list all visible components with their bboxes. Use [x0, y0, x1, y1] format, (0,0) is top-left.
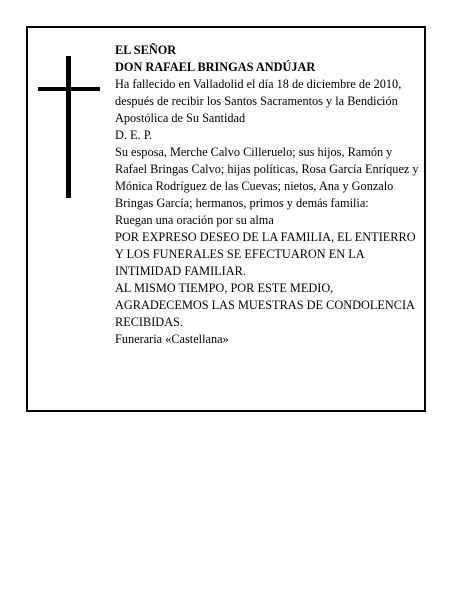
- obituary-text: [115, 42, 419, 348]
- thanks-notice: AL MISMO TIEMPO, POR ESTE MEDIO, AGRADECEMOS LAS MUESTRAS DE CONDOLENCIA RECIBIDAS.: [115, 281, 415, 329]
- private-burial-notice: POR EXPRESO DESEO DE LA FAMILIA, EL ENTIERRO Y LOS FUNERALES SE EFECTUARON EN LA INTIMIDAD FAMILIAR.: [115, 230, 416, 278]
- rip-abbreviation: D. E. P.: [115, 128, 153, 142]
- passing-statement: Ha fallecido en Valladolid el día 18 de diciembre de 2010, después de recibir los Santos Sacramentos y la Bendición Apostólica de Su Santidad: [115, 77, 402, 125]
- family-list: Su esposa, Merche Calvo Cilleruelo; sus hijos, Ramón y Rafael Bringas Calvo; hijas políticas, Rosa García Enríquez y Mónica Rodríguez de las Cuevas; nietos, Ana y Gonzalo Bringas García; hermanos, primos y demás familia:: [115, 145, 419, 210]
- heading-title: EL SEÑOR: [115, 43, 177, 57]
- funeral-home: Funeraria «Castellana»: [115, 332, 229, 346]
- deceased-name: DON RAFAEL BRINGAS ANDÚJAR: [115, 60, 316, 74]
- latin-cross-icon: [38, 56, 100, 198]
- prayer-request: Ruegan una oración por su alma: [115, 213, 274, 227]
- cross-horizontal-bar: [38, 87, 100, 91]
- cross-vertical-bar: [66, 56, 71, 198]
- obituary-notice-frame: [26, 26, 426, 412]
